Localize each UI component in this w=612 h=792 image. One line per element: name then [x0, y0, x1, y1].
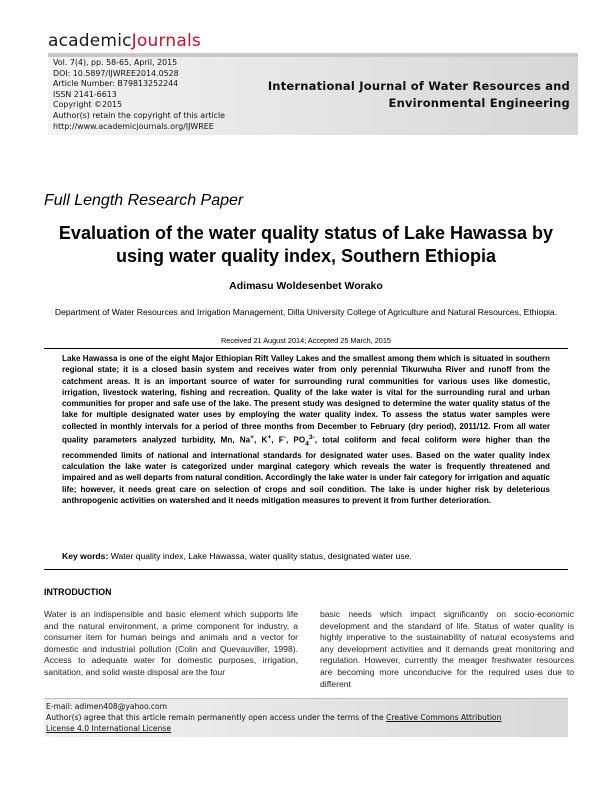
author-affiliation: Department of Water Resources and Irrigation Management, Dilla University College of Agriculture and Natural Resources, Ethiopia.: [54, 307, 558, 317]
intro-column-2: basic needs which impact significantly on socio-economic development and the standard of life. Status of water quality is highly imperative to the sustainability of natural ecosystems and any development activities and it demands great monitoring and regulation. However, currently the meager freshwater resources are becoming more unconducive for the required uses due to different: [320, 609, 574, 689]
abstract-k-sup: +: [267, 434, 272, 442]
license-link-continued[interactable]: License 4.0 International License: [46, 724, 172, 733]
intro-column-1: Water is an indispensible and basic element which supports life and the natural environment, a prime component for industry, a consumer item for human beings and animals and a vector for domestic and industrial pollution (Colin and Quevauviller, 1998). Access to adequate water for domestic purposes, irrigation, sanitation, and solid waste disposal are the four: [44, 609, 298, 677]
abstract-po: , PO: [285, 435, 306, 445]
abstract-k: , K: [254, 435, 268, 445]
abstract-box: [44, 348, 568, 570]
license-statement: [46, 713, 566, 722]
abstract: [62, 353, 550, 506]
abstract-na-sup: +: [250, 434, 255, 442]
header-banner: [48, 53, 578, 135]
journal-title-line-2: Environmental Engineering: [388, 96, 570, 110]
meta-doi: DOI: 10.5897/IJWREE2014.0528: [53, 68, 179, 78]
meta-volume: Vol. 7(4), pp. 58-65, April, 2015: [53, 58, 178, 67]
keywords: [62, 551, 550, 561]
abstract-f: , F: [271, 435, 284, 445]
author-email: E-mail: adimen408@yahoo.com: [46, 702, 168, 711]
abstract-po-sup: 3-: [308, 434, 315, 442]
license-link[interactable]: Creative Commons Attribution: [386, 713, 502, 722]
journal-logo: [48, 31, 201, 51]
meta-copyright: Copyright ©2015: [53, 100, 123, 110]
logo-part-1: academic: [48, 31, 132, 51]
introduction-heading: INTRODUCTION: [44, 587, 112, 597]
meta-url[interactable]: http://www.academicjournals.org/IJWREE: [53, 121, 214, 131]
keywords-label: Key words:: [62, 551, 109, 561]
paper-title: Evaluation of the water quality status of Lake Hawassa by using water quality index, Southern Ethiopia: [58, 223, 554, 266]
meta-author-rights: Author(s) retain the copyright of this article: [53, 110, 226, 120]
article-metadata: [53, 58, 225, 132]
footer-box: [44, 698, 568, 737]
author-name: Adimasu Woldesenbet Worako: [229, 280, 383, 292]
meta-issn: ISSN 2141-6613: [53, 89, 117, 99]
keywords-list: Water quality index, Lake Hawassa, water quality status, designated water use.: [110, 551, 412, 561]
journal-title: [268, 78, 570, 112]
meta-article-number: Article Number: B79813252244: [53, 79, 179, 89]
received-dates: Received 21 August 2014; Accepted 25 March, 2015: [221, 336, 391, 345]
abstract-text-1: Lake Hawassa is one of the eight Major Ethiopian Rift Valley Lakes and the smallest among them which is situated in southern regional state; it is a closed basin system and receives water from only perennial Tikurwuha River and runoff from the catchment areas. It is an important source of water for surrounding rural communities for various uses like domestic, irrigation, livestock watering, fishing and recreation. Quality of the lake water is vital for the surrounding rural and urban communities for proper and safe use of the lake. The present study was designed to determine the water quality status of the lake for multiple designated water uses by employing the water quality index. To assess the status water samples were collected in monthly intervals for a period of three months from December to February (dry period), 2011/12. From all water quality parameters analyzed turbidity, Mn, Na: [62, 354, 550, 445]
logo-part-2: Journals: [131, 31, 201, 51]
abstract-text-2: , total coliform and fecal coliform were higher than the recommended limits of national and international standards for designated water uses. Based on the water quality index calculation the lake water is categorized under marginal category which reveals the water is frequently threatened and impaired and as well departs from natural condition. Accordingly the lake water is under fair category for irrigation and aquatic life; however, it needs great care on selection of crops and soil condition. The lake is under higher risk by deleterious anthropogenic activities on watershed and it needs mitigation measures to prevent it from further deterioration.: [62, 435, 551, 505]
abstract-f-sup: -: [283, 434, 286, 442]
journal-title-line-1: International Journal of Water Resources and: [267, 79, 570, 93]
license-text: Author(s) agree that this article remain permanently open access under the terms of the: [46, 713, 387, 722]
abstract-po-sub: 4: [305, 440, 309, 448]
header-strip: [48, 53, 578, 57]
paper-type: Full Length Research Paper: [44, 192, 244, 209]
